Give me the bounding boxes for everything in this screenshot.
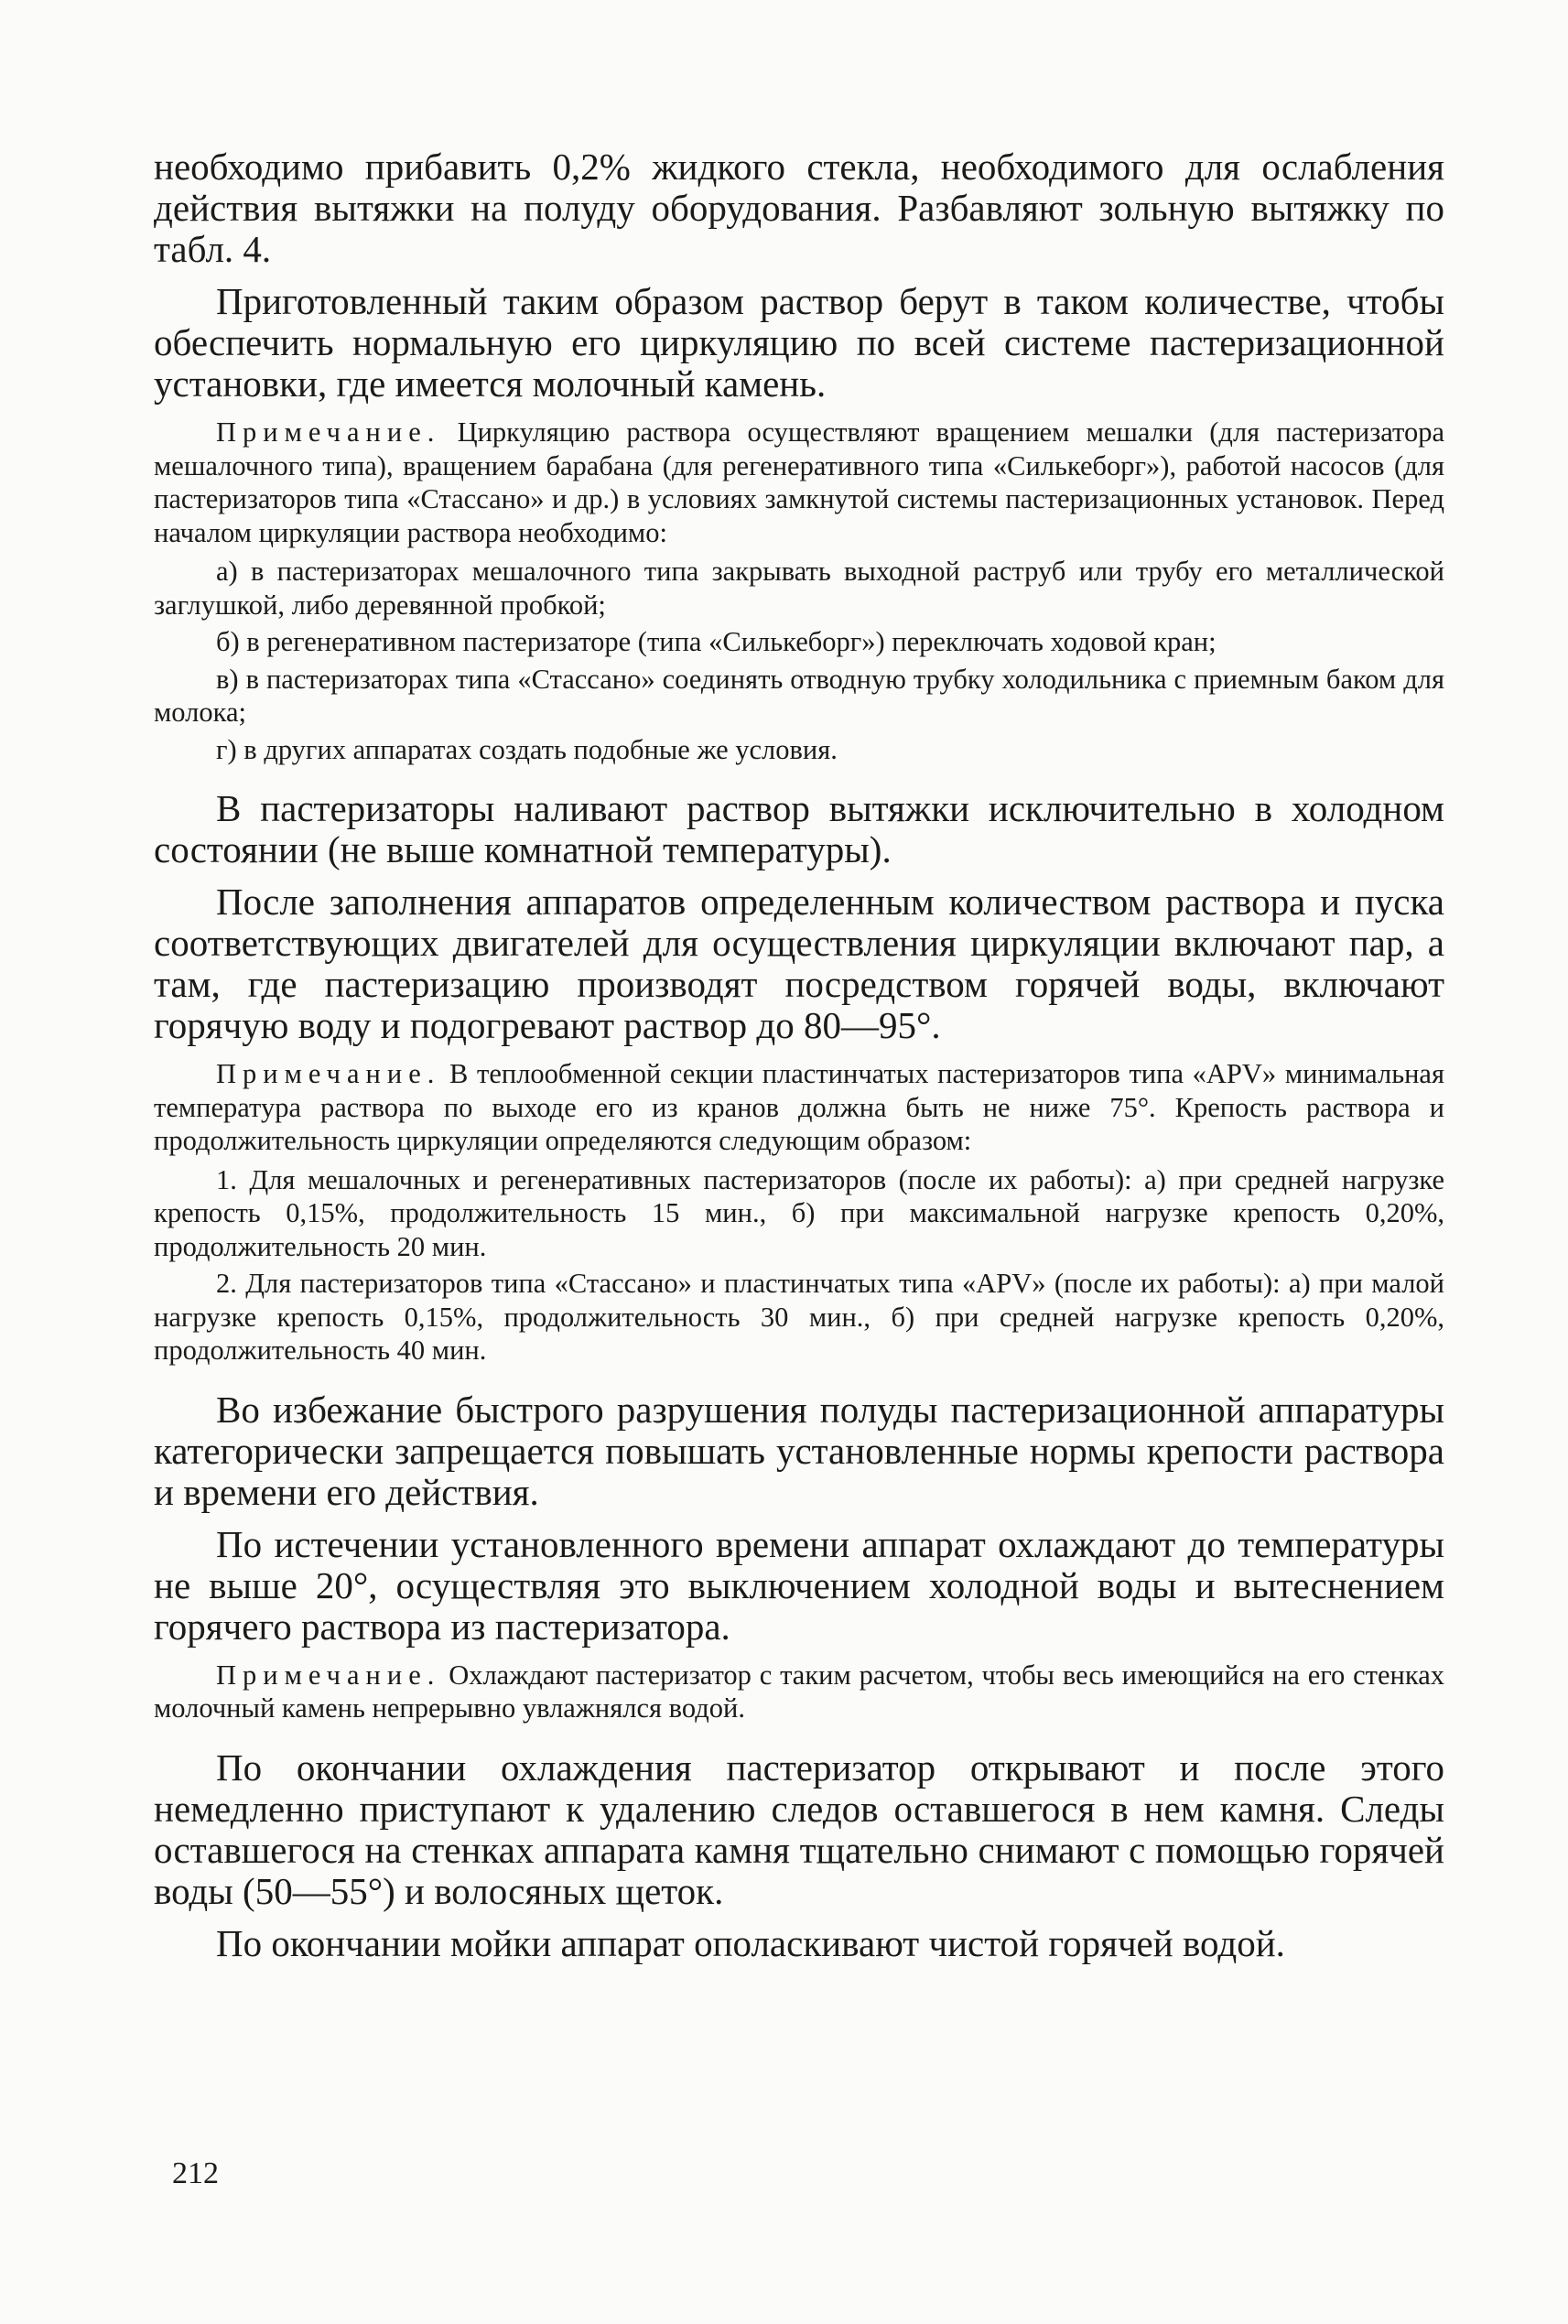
note-paragraph <box>154 1057 1444 1158</box>
note-text: Циркуляцию раствора осуществляют вращением мешалки (для пастеризатора мешалочного типа), вращением барабана (для регенеративного типа «Силькеборг»), работой насосов (для пастеризаторов типа «Стассано» и др.) в условиях замкнутой системы пастеризационных установок. Перед началом циркуляции раствора необходимо: <box>154 416 1444 548</box>
note-block <box>154 416 1444 766</box>
note-paragraph <box>154 416 1444 549</box>
page-number: 212 <box>172 2156 219 2190</box>
note-item: г) в других аппаратах создать подобные же условия. <box>216 733 838 765</box>
note-text: Охлаждают пастеризатор с таким расчетом, чтобы весь имеющийся на его стенках молочный камень непрерывно увлажнялся водой. <box>154 1659 1444 1724</box>
paragraph: В пастеризаторы наливают раствор вытяжки исключительно в холодном состоянии (не выше комнатной температуры). <box>154 787 1444 870</box>
paragraph: необходимо прибавить 0,2% жидкого стекла, необходимого для ослабления действия вытяжки на полуду оборудования. Разбавляют зольную вытяжку по табл. 4. <box>154 146 1444 270</box>
note-item: 2. Для пастеризаторов типа «Стассано» и пластинчатых типа «APV» (после их работы): а) при малой нагрузке крепость 0,15%, продолжительность 30 мин., б) при средней нагрузке крепость 0,20%, продолжительность 40 мин. <box>154 1268 1444 1366</box>
note-text: В теплообменной секции пластинчатых пастеризаторов типа «APV» минимальная температура раствора по выходе его из кранов должна быть не ниже 75°. Крепость раствора и продолжительность циркуляции определяются следующим образом: <box>154 1058 1444 1156</box>
paragraph: После заполнения аппаратов определенным количеством раствора и пуска соответствующих двигателей для осуществления циркуляции включают пар, а там, где пастеризацию производят посредством горячей воды, включают горячую воду и подогревают раствор до 80—95°. <box>154 881 1444 1046</box>
note-block <box>154 1057 1444 1367</box>
note-block <box>154 1659 1444 1725</box>
note-label: Примечание. <box>216 1659 441 1691</box>
note-item: а) в пастеризаторах мешалочного типа закрывать выходной раструб или трубу его металлической заглушкой, либо деревянной пробкой; <box>154 556 1444 621</box>
paragraph: По окончании охлаждения пастеризатор открывают и после этого немедленно приступают к удалению следов оставшегося в нем камня. Следы оставшегося на стенках аппарата камня тщательно снимают с помощью горячей воды (50—55°) и волосяных щеток. <box>154 1746 1444 1912</box>
note-label: Примечание. <box>216 1058 441 1089</box>
note-paragraph <box>154 1659 1444 1725</box>
paragraph: Приготовленный таким образом раствор берут в таком количестве, чтобы обеспечить нормальную его циркуляцию по всей системе пастеризационной установки, где имеется молочный камень. <box>154 280 1444 405</box>
page-body <box>154 146 1444 1975</box>
note-item: в) в пастеризаторах типа «Стассано» соединять отводную трубку холодильника с приемным баком для молока; <box>154 663 1444 728</box>
note-label: Примечание. <box>216 416 441 448</box>
paragraph: По истечении установленного времени аппарат охлаждают до температуры не выше 20°, осуществляя это выключением холодной воды и вытеснением горячего раствора из пастеризатора. <box>154 1522 1444 1648</box>
paragraph: Во избежание быстрого разрушения полуды пастеризационной аппаратуры категорически запрещается повышать установленные нормы крепости раствора и времени его действия. <box>154 1388 1444 1513</box>
paragraph: По окончании мойки аппарат ополаскивают чистой горячей водой. <box>216 1921 1285 1964</box>
note-item: б) в регенеративном пастеризаторе (типа «Силькеборг») переключать ходовой кран; <box>216 626 1217 657</box>
note-item: 1. Для мешалочных и регенеративных пастеризаторов (после их работы): а) при средней нагрузке крепость 0,15%, продолжительность 15 мин., б) при максимальной нагрузке крепость 0,20%, продолжительность 20 мин. <box>154 1163 1444 1262</box>
